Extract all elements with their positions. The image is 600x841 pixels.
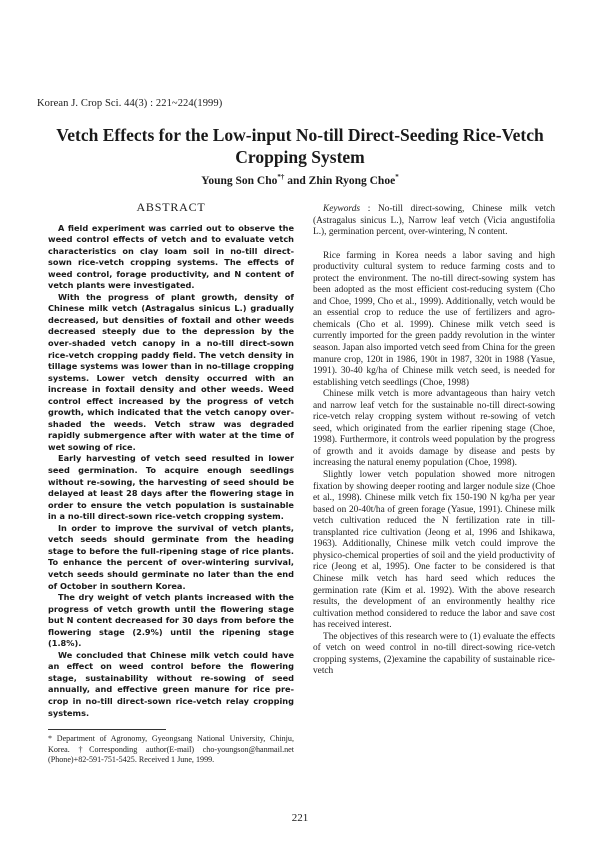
abstract-paragraph: In order to improve the survival of vetch plants, vetch seeds should germinate from the heading stage to before the full-ripening stage of rice plants. To enhance the percent of over-wintering survival, vetch seeds should germinate no later than the end of October in southern Korea.	[48, 522, 294, 591]
keywords-label: Keywords	[323, 204, 361, 214]
author-2: Zhin Ryong Choe	[308, 174, 396, 187]
author-line	[0, 173, 600, 187]
abstract-paragraph: We concluded that Chinese milk vetch could have an effect on weed control before the flowering stage, sustainability without re-sowing of seed annually, and effective green manure for rice pre-crop in no-till direct-sown rice-vetch relay cropping systems.	[48, 649, 294, 718]
paper-title: Vetch Effects for the Low-input No-till Direct-Seeding Rice-Vetch Cropping System	[56, 125, 544, 167]
right-column	[313, 204, 555, 678]
left-column	[48, 202, 294, 766]
footnote-separator	[48, 729, 166, 730]
author-1: Young Son Cho	[201, 174, 278, 187]
body-paragraph: Slightly lower vetch population showed more nitrogen fixation by showing deeper rooting and larger nodule size (Choe et al., 1998). Chinese milk vetch fix 150-190 N kg/ha per year based on 20-40t/ha of green forage (Yasue, 1991). Chinese milk vetch cultivation reduced the N fertilization rate in till-transplanted rice cultivation (Jeong et al, 1996 and Ishikawa, 1963). Additionally, Chinese milk vetch could improve the physico-chemical properties of soil and the yield productivity of rice (Jeong et al, 1995). One facter to be considered is that Chinese milk vetch has hard seed which reduces the germination rate (Kim et al. 1992). With the above research results, the development of an environmently healthy rice cultivation method considered to reduce the labor and save cost has received interest.	[313, 470, 555, 631]
keywords	[313, 204, 555, 239]
abstract-paragraph: With the progress of plant growth, density of Chinese milk vetch (Astragalus sinicus L.) gradually decreased, but densities of foxtail and other weeds decreased steeply due to the depression by the over-shaded vetch canopy in a no-till direct-sown rice-vetch cropping paddy field. The vetch density in tillage systems was lower than in no-tillage cropping systems. Lower vetch density occurred with an increase in foxtail density and other weeds. Weed control effect increased by the progress of vetch growth, which indicated that the vetch canopy over-shaded the weeds. Vetch straw was degraded rapidly submergence after with water at the time of wet sowing of rice.	[48, 291, 294, 452]
abstract-paragraph: A field experiment was carried out to observe the weed control effects of vetch and to evaluate vetch characteristics on clay loam soil in no-till direct-sown rice-vetch cropping systems. The effects of weed control, forage productivity, and N content of vetch plants were investigated.	[48, 222, 294, 291]
author-conjunction: and	[284, 174, 309, 187]
journal-reference: Korean J. Crop Sci. 44(3) : 221~224(1999)	[37, 98, 223, 109]
body-paragraph: Chinese milk vetch is more advantageous than hairy vetch and narrow leaf vetch for the sustainable no-till direct-sowing rice-vetch relay cropping system without re-sowing of vetch seed, which originated from the earlier ripening stage (Choe, 1998). Furthermore, it controls weed population by the progress of growth and it avoids damage by disease and pests by increasing the natural enemy population (Choe, 1998).	[313, 389, 555, 469]
body-paragraph: Rice farming in Korea needs a labor saving and high productivity cultural system to reduce farming costs and to protect the environment. The no-till direct-sowing system has been adopted as the most efficient cost-reducing system (Cho and Choe, 1999, Cho et al., 1999). Additionally, vetch would be an essential crop to reduce the use of fertilizers and agro-chemicals (Cho et al. 1999). Chinese milk vetch seed is currently imported for the green paddy revolution in the winter season. Japan also imported vetch seed from China for the green manure crop, 120t in 1986, 190t in 1987, 320t in 1988 (Yasue, 1991). 30-40 kg/ha of Chinese milk vetch seed, is needed for establishing vetch seedlings (Choe, 1998)	[313, 250, 555, 388]
body-paragraph: The objectives of this research were to (1) evaluate the effects of vetch on weed control in no-till direct-sowing rice-vetch cropping systems, (2)examine the capability of sustainable rice-vetch	[313, 631, 555, 677]
keywords-text: : No-till direct-sowing, Chinese milk vetch (Astragalus sinicus L.), Narrow leaf vetch (Vicia angustifolia L.), germination percent, over-wintering, N content.	[313, 204, 555, 238]
abstract-paragraph: The dry weight of vetch plants increased with the progress of vetch growth until the flowering stage but N content decreased for 30 days from before the flowering stage (2.9%) until the ripening stage (1.8%).	[48, 592, 294, 649]
abstract-paragraph: Early harvesting of vetch seed resulted in lower seed germination. To acquire enough seedlings without re-sowing, the harvesting of seed should be delayed at least 28 days after the flowering stage in order to ensure the vetch population is sustainable in a no-till direct-sown rice-vetch cropping system.	[48, 453, 294, 522]
page-number: 221	[291, 812, 309, 824]
abstract-body	[48, 223, 294, 720]
footnote: * Department of Agronomy, Gyeongsang National University, Chinju, Korea. †Corresponding author(E-mail) cho-youngson@hanmail.net (Phone)+82-591-751-5425. Received 1 June, 1999.	[48, 734, 294, 765]
author-1-mark: *†	[277, 173, 285, 181]
abstract-heading: ABSTRACT	[136, 200, 206, 214]
author-2-mark: *	[395, 173, 399, 181]
